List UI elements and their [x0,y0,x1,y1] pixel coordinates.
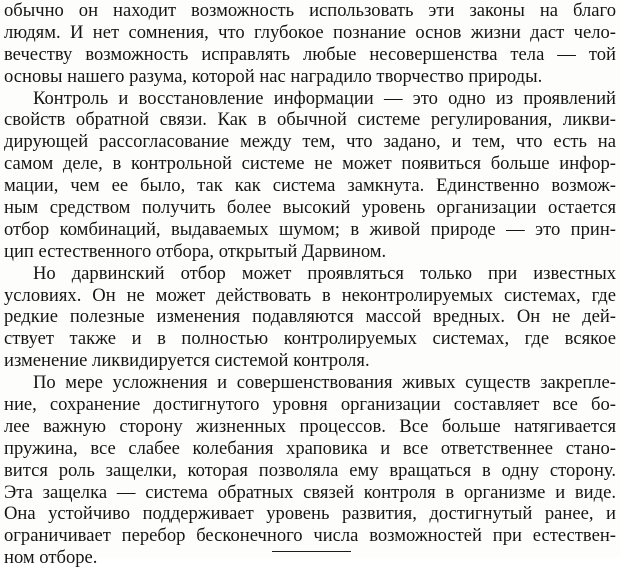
text-line: мации, чем ее было, так как система замкнута. Единственно возмож- [4,175,616,197]
text-line: изменение ликвидируется системой контроля. [4,350,370,372]
text-line: ном отборе. [4,547,98,569]
text-line: ным средством получить более высокий уровень организации остается [4,197,616,219]
text-line: основы нашего разума, которой нас наградило творчество природы. [4,65,543,87]
body-text [4,0,616,569]
text-line: самом деле, в контрольной системе не может появиться больше инфор- [4,153,616,175]
text-line: ние, сохранение достигнутого уровня организации составляет все бо- [4,394,616,416]
text-line: ограничивает перебор бесконечного числа возможностей при естествен- [4,525,616,547]
text-line: ствует также и в полностью контролируемых системах, где всякое [4,328,616,350]
text-line: вится роль защелки, которая позволяла ему вращаться в одну сторону. [4,459,616,481]
text-line: пружина, все слабее колебания храповика и все ответственнее стано- [4,437,616,459]
text-line: По мере усложнения и совершенствования живых существ закрепле- [33,372,616,394]
text-line: Она устойчиво поддерживает уровень развития, достигнутый ранее, и [4,503,616,525]
text-line: Но дарвинский отбор может проявляться только при известных [33,262,616,284]
section-divider [272,551,351,552]
text-line: лее важную сторону жизненных процессов. Все больше натягивается [4,415,616,437]
text-line: вечеству возможность исправлять любые несовершенства тела — той [4,43,616,65]
text-line: условиях. Он не может действовать в неконтролируемых системах, где [4,284,616,306]
paragraph-2 [4,88,616,263]
text-line: цип естественного отбора, открытый Дарвином. [4,240,387,262]
text-line: людям. И нет сомнения, что глубокое познание основ жизни даст чело- [4,21,616,43]
paragraph-1 [4,0,616,88]
text-line: редкие полезные изменения подавляются массой вредных. Он не дей- [4,306,616,328]
text-line: Эта защелка — система обратных связей контроля в организме и виде. [4,481,616,503]
paragraph-3 [4,263,616,372]
text-line: свойств обратной связи. Как в обычной системе регулирования, ликви- [4,109,616,131]
text-line: дирующей рассогласование между тем, что задано, и тем, что есть на [4,131,616,153]
text-line: отбор комбинаций, выдаваемых шумом; в живой природе — это прин- [4,218,616,240]
text-line: Контроль и восстановление информации — это одно из проявлений [33,87,616,109]
paragraph-4 [4,372,616,569]
text-line: обычно он находит возможность использовать эти законы на благо [4,0,616,21]
